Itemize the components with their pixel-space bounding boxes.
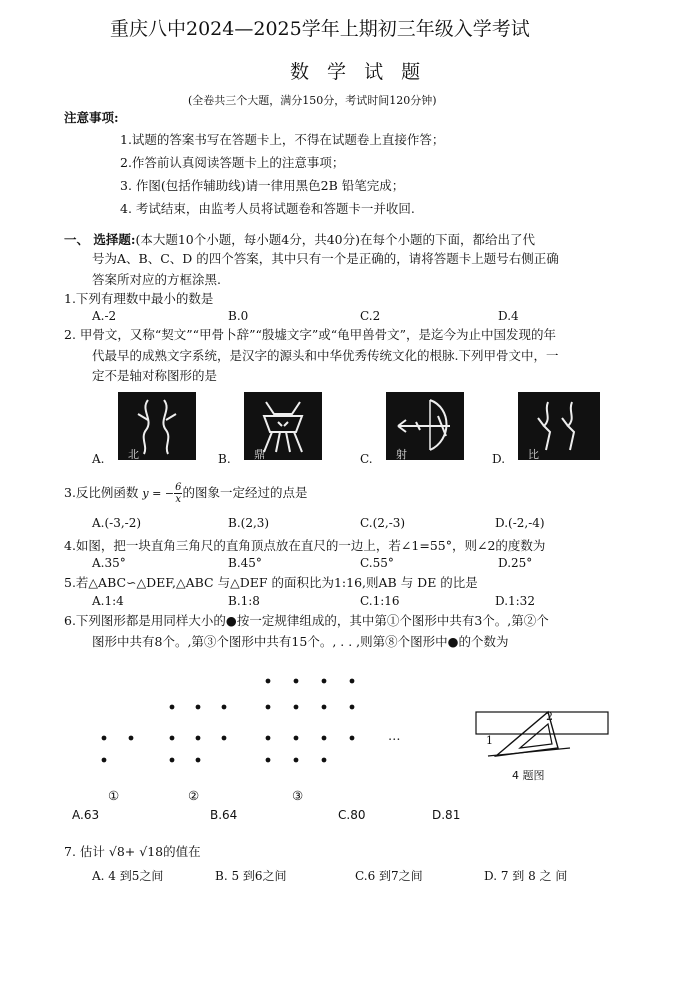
notice-item-2: 2.作答前认真阅读答题卡上的注意事项； — [120, 155, 345, 170]
q3-formula-lhs: y = − — [142, 487, 175, 500]
dot-pattern-3 — [266, 679, 355, 763]
section1-desc3: 答案所对应的方框涂黑. — [92, 272, 221, 287]
q2-option-b: B. — [218, 452, 231, 466]
q4-option-c: C.55° — [360, 556, 394, 570]
oracle-glyph-bei — [118, 392, 196, 460]
q3-denominator: x — [175, 494, 182, 505]
section1-label: 一、 选择题: — [64, 232, 136, 247]
q4-option-b: B.45° — [228, 556, 262, 570]
fig4-angle2-label: 2 — [546, 710, 553, 723]
q3-option-b: B.(2,3) — [228, 516, 270, 530]
oracle-glyph-ding — [244, 392, 322, 460]
q7-option-c: C.6 到7之间 — [355, 869, 423, 883]
q4-stem: 4.如图，把一块直角三角尺的直角顶点放在直尺的一边上，若∠1=55°，则∠2的度数为 — [64, 538, 546, 553]
q3-option-a: A.(-3,-2) — [92, 516, 142, 530]
q5-option-c: C.1:16 — [360, 594, 400, 608]
q7-stem: 7. 估计 √8+ √18的值在 — [64, 844, 201, 859]
q7-option-b: B. 5 到6之间 — [215, 869, 287, 883]
exam-subtitle: 数 学 试 题 — [290, 61, 427, 83]
fig4-angle1-label: 1 — [486, 734, 493, 747]
q3-option-d: D.(-2,-4) — [495, 516, 545, 530]
notice-label: 注意事项: — [64, 110, 119, 125]
q7-option-a: A. 4 到5之间 — [92, 869, 164, 883]
q1-option-b: B.0 — [228, 309, 249, 323]
section1-desc1: (本大题10个小题，每小题4分，共40分)在每个小题的下面，都给出了代 — [135, 232, 535, 247]
q6-line2: 图形中共有8个。,第③个图形中共有15个。, . . ,则第⑧个图形中●的个数为 — [92, 634, 509, 649]
q2-option-c: C. — [360, 452, 373, 466]
q3-option-c: C.(2,-3) — [360, 516, 406, 530]
dot-pattern-ellipsis: … — [388, 728, 401, 743]
notice-item-3: 3. 作图(包括作辅助线)请一律用黑色2B 铅笔完成； — [120, 178, 405, 193]
q2-option-d: D. — [492, 452, 506, 466]
figure-label-3: ③ — [292, 788, 304, 803]
q5-stem: 5.若△ABC∽△DEF,△ABC 与△DEF 的面积比为1:16,则AB 与 DE 的比是 — [64, 575, 478, 590]
figure-label-1: ① — [108, 788, 120, 803]
q6-option-b: B.64 — [210, 808, 238, 822]
q3-stem-suffix: 的图象一定经过的点是 — [182, 485, 308, 500]
dot-pattern-2 — [170, 705, 227, 763]
q1-option-d: D.4 — [498, 309, 519, 323]
oracle-glyph-she — [386, 392, 464, 460]
q5-option-a: A.1:4 — [92, 594, 124, 608]
q3-stem — [64, 482, 307, 505]
oracle-glyph-bi — [518, 392, 600, 460]
q6-line1: 6.下列图形都是用同样大小的●按一定规律组成的，其中第①个图形中共有3个。,第②个 — [64, 613, 549, 628]
oracle-caption-ding: 鼎 — [254, 448, 265, 461]
q1-option-a: A.-2 — [92, 309, 117, 323]
q3-stem-prefix: 3.反比例函数 — [64, 485, 143, 500]
fig4-ruler-triangle — [474, 706, 612, 764]
q3-numerator: 6 — [175, 482, 182, 493]
fig4-caption: 4 题图 — [512, 769, 545, 782]
q2-line1: 2. 甲骨文，又称“契文”“甲骨卜辞”“殷墟文字”或“龟甲兽骨文”，是迄今为止中国发现的年 — [64, 327, 557, 342]
q6-option-d: D.81 — [432, 808, 461, 822]
exam-note: (全卷共三个大题，满分150分，考试时间120分钟) — [188, 94, 437, 107]
q4-option-a: A.35° — [92, 556, 126, 570]
q5-option-d: D.1:32 — [495, 594, 535, 608]
q6-option-a: A.63 — [72, 808, 100, 822]
q2-option-a: A. — [92, 452, 105, 466]
q2-line3: 定不是轴对称图形的是 — [92, 368, 218, 383]
notice-item-4: 4. 考试结束，由监考人员将试题卷和答题卡一并收回. — [120, 201, 415, 216]
oracle-caption-bi: 比 — [528, 448, 539, 461]
q7-option-d: D. 7 到 8 之 间 — [484, 869, 568, 883]
q1-option-c: C.2 — [360, 309, 381, 323]
dot-pattern-figure — [60, 665, 480, 775]
q6-option-c: C.80 — [338, 808, 366, 822]
q4-option-d: D.25° — [498, 556, 533, 570]
q2-line2: 代最早的成熟文字系统，是汉字的源头和中华优秀传统文化的根脉.下列甲骨文中，一 — [92, 348, 559, 363]
oracle-caption-she: 射 — [396, 448, 407, 461]
figure-label-2: ② — [188, 788, 200, 803]
q5-option-b: B.1:8 — [228, 594, 260, 608]
notice-item-1: 1.试题的答案书写在答题卡上，不得在试题卷上直接作答； — [120, 132, 445, 147]
q1-stem: 1.下列有理数中最小的数是 — [64, 291, 214, 306]
section1-desc2: 号为A、B、C、D 的四个答案，其中只有一个是正确的，请将答题卡上题号右侧正确 — [92, 251, 559, 266]
oracle-caption-bei: 北 — [128, 448, 139, 461]
dot-pattern-1 — [102, 736, 134, 763]
section1-line1 — [64, 230, 535, 248]
exam-title: 重庆八中2024—2025学年上期初三年级入学考试 — [110, 18, 530, 40]
